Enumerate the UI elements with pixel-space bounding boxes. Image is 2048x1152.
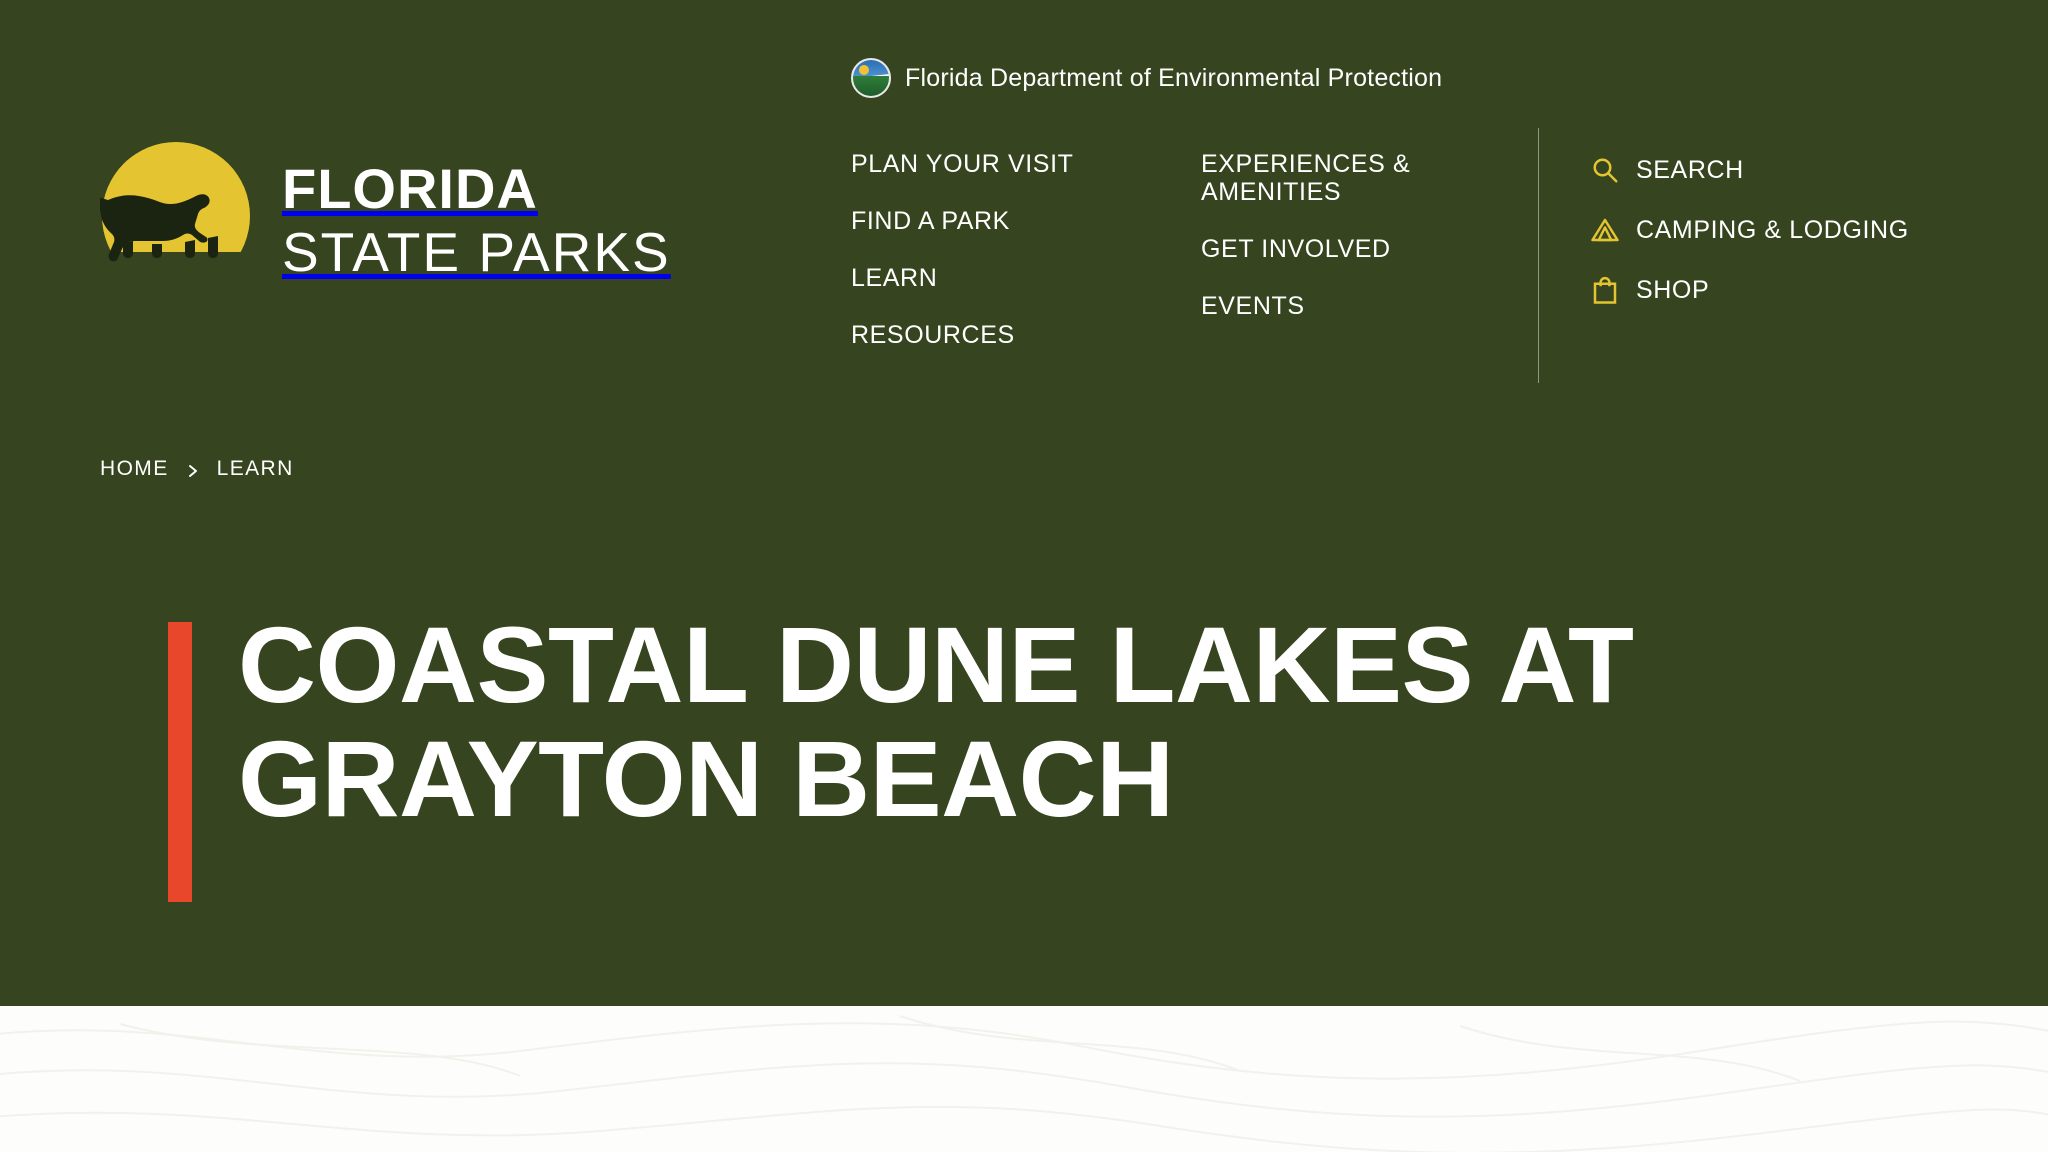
brand-line-1: FLORIDA [282, 156, 538, 220]
breadcrumb-item-home[interactable]: HOME [100, 457, 169, 480]
content-area [0, 1006, 2048, 1152]
fdep-seal-icon [851, 58, 891, 98]
nav-item-experiences-amenities[interactable]: EXPERIENCES & AMENITIES [1201, 150, 1411, 206]
nav-item-resources[interactable]: RESOURCES [851, 321, 1015, 349]
breadcrumb-item-learn[interactable]: LEARN [216, 457, 294, 480]
tent-icon [1590, 215, 1620, 245]
primary-nav-column-1 [851, 150, 1091, 378]
utility-item-camping-label: CAMPING & LODGING [1636, 215, 1909, 244]
brand-line-2: STATE PARKS [282, 220, 671, 283]
primary-nav-column-2 [1201, 150, 1481, 349]
page-title: COASTAL DUNE LAKES AT GRAYTON BEACH [238, 604, 1634, 840]
shopping-bag-icon [1590, 275, 1620, 305]
utility-item-search[interactable] [1590, 155, 2010, 185]
site-logo-link[interactable] [100, 140, 671, 300]
nav-item-events[interactable]: EVENTS [1201, 292, 1305, 320]
nav-item-learn[interactable]: LEARN [851, 264, 938, 292]
utility-nav [1590, 155, 2010, 335]
chevron-right-icon [185, 461, 201, 477]
nav-item-get-involved[interactable]: GET INVOLVED [1201, 235, 1391, 263]
brand-wordmark [282, 156, 671, 283]
agency-bar-label: Florida Department of Environmental Protection [905, 63, 1443, 92]
panther-sun-logo-icon [100, 140, 260, 300]
title-accent-bar [168, 622, 192, 902]
utility-item-shop[interactable] [1590, 275, 2010, 305]
agency-bar[interactable] [851, 58, 1442, 98]
topographic-background-pattern [0, 1006, 2048, 1152]
nav-divider [1538, 128, 1539, 383]
nav-item-find-a-park[interactable]: FIND A PARK [851, 207, 1010, 235]
utility-item-shop-label: SHOP [1636, 275, 1710, 304]
breadcrumb [100, 457, 294, 481]
nav-item-plan-your-visit[interactable]: PLAN YOUR VISIT [851, 150, 1074, 178]
search-icon [1590, 155, 1620, 185]
utility-item-camping-lodging[interactable] [1590, 215, 2010, 245]
utility-item-search-label: SEARCH [1636, 155, 1744, 184]
